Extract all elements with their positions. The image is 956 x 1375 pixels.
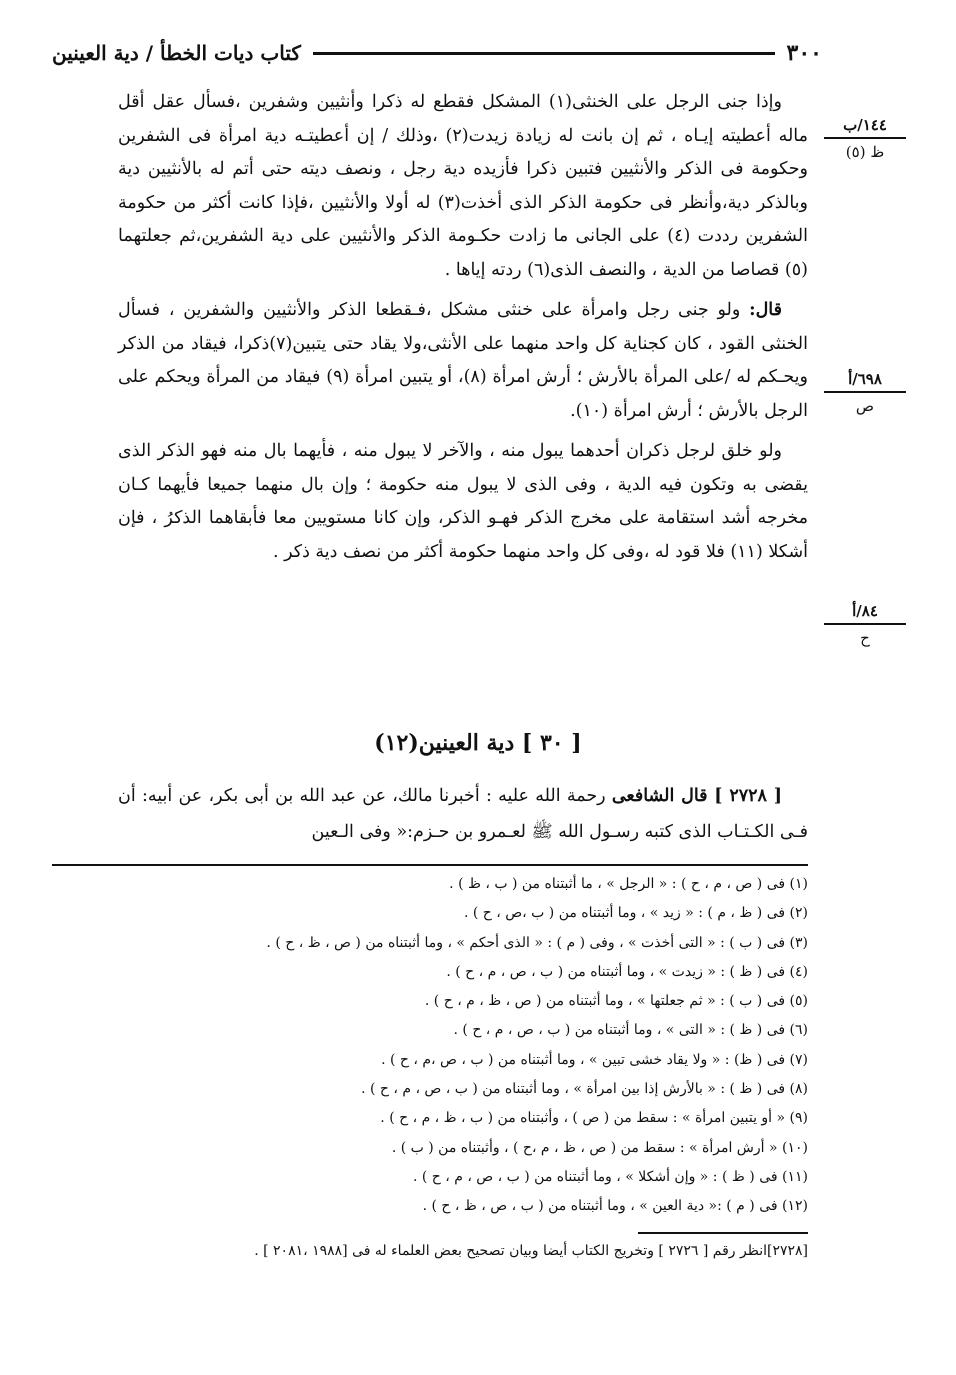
footnote: (١) فى ( ص ، م ، ح ) : « الرجل » ، ما أثبتناه من ( ب ، ظ ) . bbox=[449, 876, 808, 892]
paragraph: قال: ولو جنى رجل وامرأة على خنثى مشكل ،فـقطعا الذكر والأنثيين والشفرين ، فسأل الخنثى القود ، كان كجناية كل واحد منهما على الأنثى،ولا يقاد حتى يتبين(٧)ذكرا، فيقاد من الذكر ويحـكم له /على المرأة بالأرش ؛ أرش امرأة (٨)، أو يتبين امرأة (٩) فيقاد من المرأة ويحكم على الرجل بالأرش ؛ أرش امرأة (١٠). bbox=[118, 300, 808, 421]
margin-reference: ١٤٤/ب ظ (٥) bbox=[824, 114, 906, 163]
footnotes bbox=[118, 870, 808, 1222]
footnote: (٣) فى ( ب ) : « التى أخذت » ، وفى ( م ) : « الذى أحكم » ، وما أثبتناه من ( ص ، ظ ، ح ) . bbox=[266, 934, 808, 951]
paragraph-lead: قال: bbox=[749, 300, 782, 320]
footnote: (١٠) « أرش امرأة » : سقط من ( ص ، ظ ، م ،ح ) ، وأثبتناه من ( ب ) . bbox=[391, 1139, 808, 1156]
footnote: (٦) فى ( ظ ) : « التى » ، وما أثبتناه من ( ب ، ص ، م ، ح ) . bbox=[453, 1022, 808, 1039]
paragraph: وإذا جنى الرجل على الخنثى(١) المشكل فقطع له ذكرا وأنثيين وشفرين ،فسأل عقل أقل ماله أعطيته إيـاه ، ثم إن بانت له زيادة زيدت(٢) ،وذلك / إن أعطيتـه دية امرأة فى الشفرين وحكومة فى الذكر والأنثيين فتبين ذكرا فأزيده دية رجل ، ونصف ديته حتى أتم له بالأنثيين دية وبالذكر دية،وأنظر فى حكومة الذكر الذى أخذت(٣) له أولا والأنثيين ،فإذا كانت أكثر من حكومة الشفرين رددت (٤) على الجانى ما زادت حكـومة الذكر والأنثيين على دية الشفرين،ثم جعلتهما (٥) قصاصا من الدية ، والنصف الذى(٦) ردته إياها . bbox=[118, 92, 808, 280]
footnote: (٧) فى ( ظ) : « ولا يقاد خشى تبين » ، وما أثبتناه من ( ب ، ص ،م ، ح ) . bbox=[381, 1051, 808, 1068]
page-number: ٣٠٠ bbox=[786, 40, 822, 66]
footnote: (٩) « أو يتبين امرأة » : سقط من ( ص ) ، وأثبتناه من ( ب ، ظ ، م ، ح ) . bbox=[380, 1110, 808, 1127]
header-rule bbox=[313, 52, 775, 55]
footnotes-divider bbox=[52, 864, 808, 866]
running-title: كتاب ديات الخطأ / دية العينين bbox=[52, 41, 301, 65]
margin-reference: ٦٩٨/أ ص bbox=[824, 368, 906, 417]
footnote: (١٢) فى ( م ) :« دية العين » ، وما أثبتناه من ( ب ، ص ، ظ ، ح ) . bbox=[422, 1198, 808, 1215]
paragraph-lead: [ ٢٧٢٨ ] قال الشافعى bbox=[611, 786, 782, 806]
section-heading: [ ٣٠ ] دية العينين(١٢) bbox=[374, 730, 582, 756]
source-note-divider bbox=[638, 1232, 808, 1234]
paragraph: [ ٢٧٢٨ ] قال الشافعى رحمة الله عليه : أخبرنا مالك، عن عبد الله بن أبى بكر، عن أبيه: أن فـى الكـتـاب الذى كتبه رسـول الله ﷺ لعـمرو بن حـزم:« وفى الـعين bbox=[118, 786, 808, 842]
source-note: [٢٧٢٨]انظر رقم [ ٢٧٢٦ ] وتخريج الكتاب أيضا وبيان تصحيح بعض العلماء له فى [١٩٨٨ ،٢٠٨١ ] . bbox=[254, 1243, 808, 1259]
paragraph: ولو خلق لرجل ذكران أحدهما يبول منه ، والآخر لا يبول منه ، فأيهما بال منه فهو الذكر الذى يقضى به وتكون فيه الدية ، وفى الذى لا يبول منه حكومة ؛ وإن بال منهما جميعا فأيهما كـان مخرجه أشد استقامة على مخرج الذكر فهـو الذكر، وإن كانا مستويين معا فأبقاهما الذكرُ ، فإن أشكلا (١١) فلا قود له ،وفى كل واحد منهما حكومة أكثر من نصف دية ذكر . bbox=[118, 441, 808, 562]
section-text bbox=[118, 778, 808, 850]
footnote: (٢) فى ( ظ ، م ) : « زيد » ، وما أثبتناه من ( ب ،ص ، ح ) . bbox=[463, 905, 808, 922]
margin-reference: ٨٤/أ ح bbox=[824, 600, 906, 649]
footnote: (١١) فى ( ظ ) : « وإن أشكلا » ، وما أثبتناه من ( ب ، ص ، م ، ح ) . bbox=[412, 1168, 808, 1185]
footnote: (٤) فى ( ظ ) : « زيدت » ، وما أثبتناه من ( ب ، ص ، م ، ح ) . bbox=[446, 963, 808, 980]
footnote: (٨) فى ( ظ ) : « بالأرش إذا بين امرأة » ، وما أثبتناه من ( ب ، ص ، م ، ح ) . bbox=[361, 1081, 808, 1098]
main-text bbox=[118, 86, 808, 569]
running-head bbox=[52, 36, 822, 70]
footnote: (٥) فى ( ب ) : « ثم جعلتها » ، وما أثبتناه من ( ص ، ظ ، م ، ح ) . bbox=[424, 993, 808, 1010]
